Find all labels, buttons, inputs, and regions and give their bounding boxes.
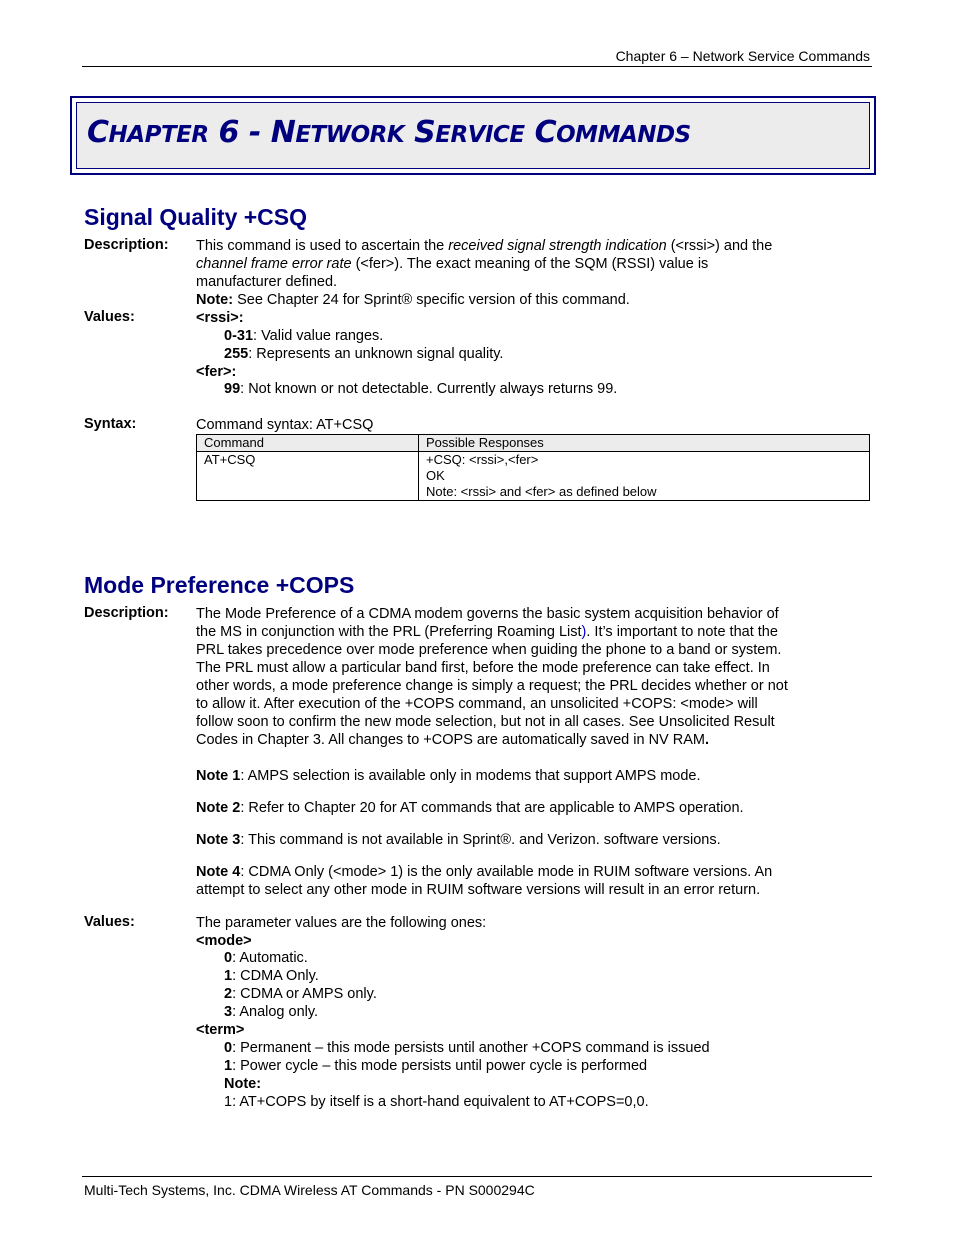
- cops-description-line: Codes in Chapter 3. All changes to +COPS are automatically saved in NV RAM.: [196, 732, 709, 748]
- cops-heading: Mode Preference +COPS: [84, 572, 355, 598]
- cops-values-label: Values:: [84, 914, 135, 930]
- csq-description-label: Description:: [84, 237, 169, 253]
- cops-description-label: Description:: [84, 605, 169, 621]
- footer: Multi-Tech Systems, Inc. CDMA Wireless AT Commands - PN S000294C: [84, 1182, 535, 1198]
- mode-value: 3: Analog only.: [224, 1004, 319, 1020]
- csq-description-line: channel frame error rate (<fer>). The exact meaning of the SQM (RSSI) value is: [196, 256, 709, 272]
- chapter-title-box-inner: [76, 102, 870, 169]
- rssi-label: <rssi>:: [196, 310, 244, 326]
- table-header-responses: Possible Responses: [419, 435, 870, 452]
- table-cell-command: AT+CSQ: [197, 452, 419, 501]
- csq-values-label: Values:: [84, 309, 135, 325]
- cops-note-3: Note 3: This command is not available in Sprint®. and Verizon. software versions.: [196, 832, 721, 848]
- fer-value: 99: Not known or not detectable. Currently always returns 99.: [224, 381, 618, 397]
- table-header-command: Command: [197, 435, 419, 452]
- mode-label: <mode>: [196, 933, 252, 949]
- csq-note: Note: See Chapter 24 for Sprint® specific version of this command.: [196, 292, 630, 308]
- cops-values-intro: The parameter values are the following ones:: [196, 915, 487, 931]
- running-header: Chapter 6 – Network Service Commands: [615, 48, 870, 64]
- mode-value: 2: CDMA or AMPS only.: [224, 986, 377, 1002]
- term-label: <term>: [196, 1022, 245, 1038]
- cops-description-line: follow soon to confirm the new mode selection, but not in all cases. See Unsolicited Result: [196, 714, 775, 730]
- csq-command-table: [196, 434, 870, 501]
- header-rule: [82, 66, 872, 67]
- rssi-value: 255: Represents an unknown signal quality.: [224, 346, 504, 362]
- csq-heading: Signal Quality +CSQ: [84, 204, 308, 230]
- csq-description-line: This command is used to ascertain the received signal strength indication (<rssi>) and the: [196, 238, 773, 254]
- mode-value: 1: CDMA Only.: [224, 968, 319, 984]
- rssi-value: 0-31: Valid value ranges.: [224, 328, 384, 344]
- cops-description-line: the MS in conjunction with the PRL (Preferring Roaming List). It’s important to note that the: [196, 624, 778, 640]
- table-cell-responses: +CSQ: <rssi>,<fer> OK Note: <rssi> and <fer> as defined below: [419, 452, 870, 501]
- table-header-row: [197, 435, 870, 452]
- csq-description-line: manufacturer defined.: [196, 274, 338, 290]
- cops-note-4: Note 4: CDMA Only (<mode> 1) is the only available mode in RUIM software versions. An: [196, 864, 773, 880]
- cops-description-line: The Mode Preference of a CDMA modem governs the basic system acquisition behavior of: [196, 606, 779, 622]
- cops-note-label: Note:: [224, 1076, 262, 1092]
- cops-description-line: The PRL must allow a particular band first, before the mode preference can take effect. In: [196, 660, 770, 676]
- cops-description-line: other words, a mode preference change is simply a request; the PRL decides whether or not: [196, 678, 788, 694]
- csq-syntax-label: Syntax:: [84, 416, 137, 432]
- cops-note-2: Note 2: Refer to Chapter 20 for AT commands that are applicable to AMPS operation.: [196, 800, 744, 816]
- chapter-title: CHAPTER 6 - NETWORK SERVICE COMMANDS: [87, 115, 691, 150]
- cops-description-line: to allow it. After execution of the +COPS command, an unsolicited +COPS: <mode> will: [196, 696, 758, 712]
- table-row: [197, 452, 870, 501]
- fer-label: <fer>:: [196, 364, 237, 380]
- term-value: 1: Power cycle – this mode persists until power cycle is performed: [224, 1058, 648, 1074]
- cops-note-1: Note 1: AMPS selection is available only in modems that support AMPS mode.: [196, 768, 701, 784]
- csq-syntax-text: Command syntax: AT+CSQ: [196, 417, 374, 433]
- cops-description-line: PRL takes precedence over mode preference when guiding the phone to a band or system.: [196, 642, 782, 658]
- term-value: 0: Permanent – this mode persists until another +COPS command is issued: [224, 1040, 710, 1056]
- cops-note-4-line2: attempt to select any other mode in RUIM software versions will result in an error return.: [196, 882, 761, 898]
- footer-rule: [82, 1176, 872, 1177]
- chapter-title-box: [70, 96, 876, 175]
- cops-note-text: 1: AT+COPS by itself is a short-hand equivalent to AT+COPS=0,0.: [224, 1094, 649, 1110]
- mode-value: 0: Automatic.: [224, 950, 308, 966]
